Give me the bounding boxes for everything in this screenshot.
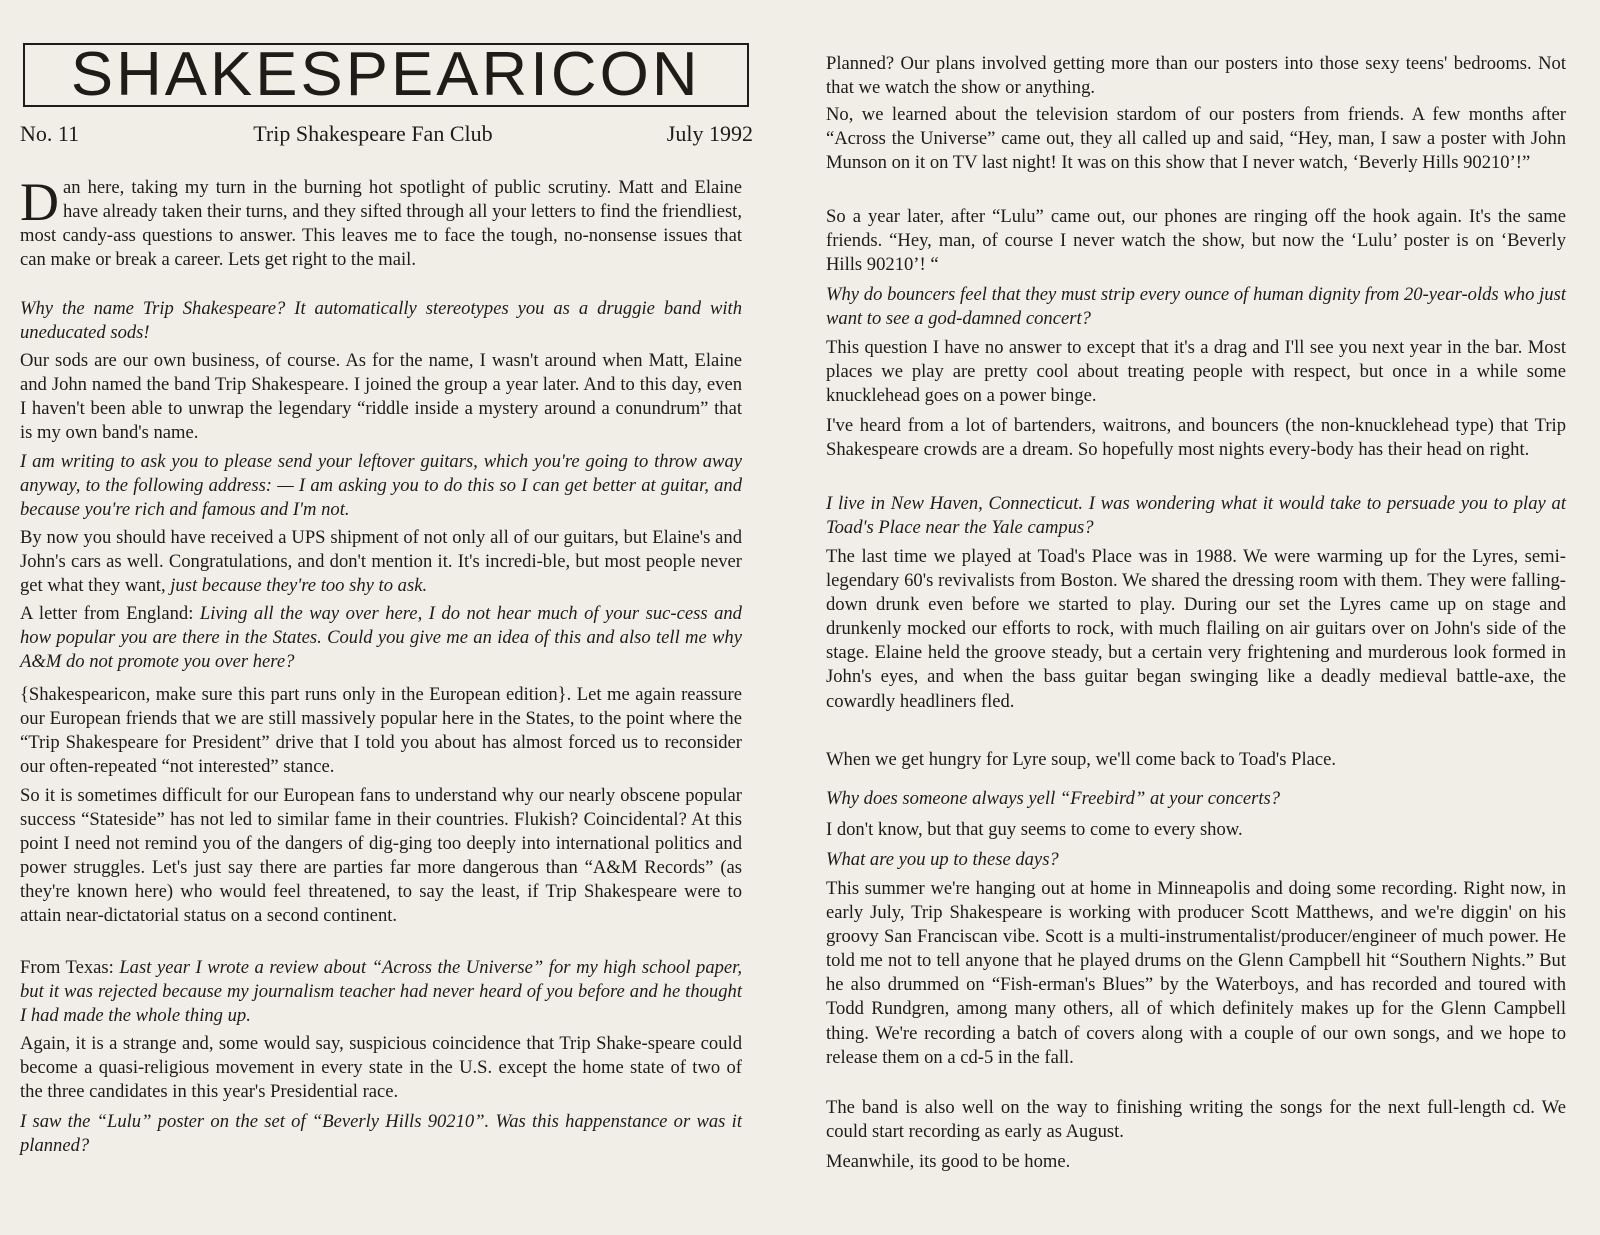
question-4-text: Last year I wrote a review about “Across the Universe” for my high school paper, but it was rejected because my journalism teacher had never heard of you before and he thought I had made the whole thing up. [20, 957, 742, 1027]
intro-text: an here, taking my turn in the burning hot spotlight of public scrutiny. Matt and Elaine have already taken their turns, and they sifted through all your letters to find the friendliest, most candy-ass questions to answer. This leaves me to face the tough, no-nonsense issues that can make or break a career. Lets get right to the mail. [20, 177, 742, 271]
question-9: What are you up to these days? [826, 849, 1059, 870]
question-4-lead: From Texas: [20, 957, 114, 978]
intro-paragraph [20, 172, 742, 272]
question-3-text: Living all the way over here, I do not hear much of your suc-cess and how popular you are there in the States. Could you give me an idea of this and also tell me why A&M do not promote you over here? [20, 603, 742, 673]
answer-3a: {Shakespearicon, make sure this part runs only in the European edition}. Let me again reassure our European friends that we are still massively popular here in the States, to the point where the “Trip Shakespeare for President” drive that I told you about has almost forced us to reconsider our often-repeated “not interested” stance. [20, 684, 742, 778]
club-name: Trip Shakespeare Fan Club [253, 121, 493, 146]
answer-5b: No, we learned about the television stardom of our posters from friends. A few months after “Across the Universe” came out, they all called up and said, “Hey, man, I saw a poster with John Munson on it on TV last night! It was on this show that I never watch, ‘Beverly Hills 90210’!” [826, 104, 1566, 174]
answer-9b: The band is also well on the way to finishing writing the songs for the next full-length cd. We could start recording as early as August. [826, 1097, 1566, 1143]
drop-cap: D [20, 172, 59, 232]
question-5: I saw the “Lulu” poster on the set of “Beverly Hills 90210”. Was this happenstance or was it planned? [20, 1111, 742, 1157]
answer-1: Our sods are our own business, of course. As for the name, I wasn't around when Matt, Elaine and John named the band Trip Shakespeare. I joined the group a year later. And to this day, even I haven't been able to unwrap the legendary “riddle inside a mystery around a conundrum” that is my own band's name. [20, 350, 742, 444]
answer-2 [20, 526, 742, 598]
question-4 [20, 956, 742, 1028]
issue-info-line [20, 120, 753, 148]
masthead-box [23, 40, 749, 109]
answer-6b: I've heard from a lot of bartenders, waitrons, and bouncers (the non-knucklehead type) that Trip Shakespeare crowds are a dream. So hopefully most nights every-body has their head on right. [826, 415, 1566, 461]
question-3-lead: A letter from England: [20, 603, 194, 624]
answer-4: Again, it is a strange and, some would say, suspicious coincidence that Trip Shake-speare could become a quasi-religious movement in every state in the U.S. except the home state of two of the three candidates in this year's Presidential race. [20, 1033, 742, 1103]
question-3 [20, 602, 742, 674]
answer-7b: When we get hungry for Lyre soup, we'll come back to Toad's Place. [826, 749, 1337, 770]
answer-2-main: By now you should have received a UPS shipment of not only all of our guitars, but Elaine's and John's cars as well. Congratulations, and don't mention it. It's incredi-ble, but most people never get what they want, [20, 527, 742, 597]
question-2: I am writing to ask you to please send your leftover guitars, which you're going to throw away anyway, to the following address: — I am asking you to do this so I can get better at guitar, and because you're rich and famous and I'm not. [20, 451, 742, 521]
answer-2-italic: just because they're too shy to ask. [170, 575, 428, 597]
masthead-title: SHAKESPEARICON [71, 40, 701, 109]
answer-5c: So a year later, after “Lulu” came out, our phones are ringing off the hook again. It's the same friends. “Hey, man, of course I never watch the show, but now the ‘Lulu’ poster is on ‘Beverly Hills 90210’! “ [826, 206, 1566, 276]
answer-6a: This question I have no answer to except that it's a drag and I'll see you next year in the bar. Most places we play are pretty cool about treating people with respect, but once in a while some knucklehead goes on a power binge. [826, 337, 1566, 407]
question-6: Why do bouncers feel that they must strip every ounce of human dignity from 20-year-olds who just want to see a god-damned concert? [826, 284, 1566, 330]
question-7: I live in New Haven, Connecticut. I was wondering what it would take to persuade you to play at Toad's Place near the Yale campus? [826, 493, 1566, 539]
answer-7a: The last time we played at Toad's Place was in 1988. We were warming up for the Lyres, semi-legendary 60's revivalists from Boston. We shared the dressing room with them. They were falling-down drunk even before we started to play. During our set the Lyres came up on stage and drunkenly mocked our efforts to rock, with much flailing on air guitars over on John's side of the stage. Elaine held the groove steady, but a certain very frightening and murderous look formed in John's eyes, and when the bass guitar began swinging like a deadly medieval battle-axe, the cowardly headliners fled. [826, 546, 1566, 712]
answer-5a: Planned? Our plans involved getting more than our posters into those sexy teens' bedrooms. Not that we watch the show or anything. [826, 53, 1566, 99]
issue-number: No. 11 [20, 121, 80, 146]
question-8: Why does someone always yell “Freebird” at your concerts? [826, 788, 1281, 809]
answer-9a: This summer we're hanging out at home in Minneapolis and doing some recording. Right now, in early July, Trip Shakespeare is working with producer Scott Matthews, and we're diggin' on his groovy San Franciscan vibe. Scott is a multi-instrumentalist/producer/engineer of much power. He told me not to tell anyone that he played drums on the Glenn Campbell hit “Southern Nights.” But he also drummed on “Fish-erman's Blues” by the Waterboys, and has recorded and toured with Todd Rundgren, among many others, all of which definitely makes up for the Glenn Campbell thing. We're recording a batch of covers along with a couple of our own songs, and we hope to release them on a cd-5 in the fall. [826, 878, 1566, 1068]
answer-3b: So it is sometimes difficult for our European fans to understand why our nearly obscene popular success “Stateside” has not led to similar fame in their countries. Flukish? Coincidental? At this point I need not remind you of the dangers of dig-ging too deeply into international politics and power struggles. Let's just say there are parties far more dangerous than “A&M Records” (as they're known here) who would feel threatened, to say the least, if Trip Shakespeare were to attain near-dictatorial status on a second continent. [20, 785, 742, 927]
answer-9c: Meanwhile, its good to be home. [826, 1151, 1071, 1172]
answer-8: I don't know, but that guy seems to come to every show. [826, 819, 1243, 840]
issue-date: July 1992 [666, 121, 753, 146]
question-1: Why the name Trip Shakespeare? It automatically stereotypes you as a druggie band with uneducated sods! [20, 298, 742, 344]
